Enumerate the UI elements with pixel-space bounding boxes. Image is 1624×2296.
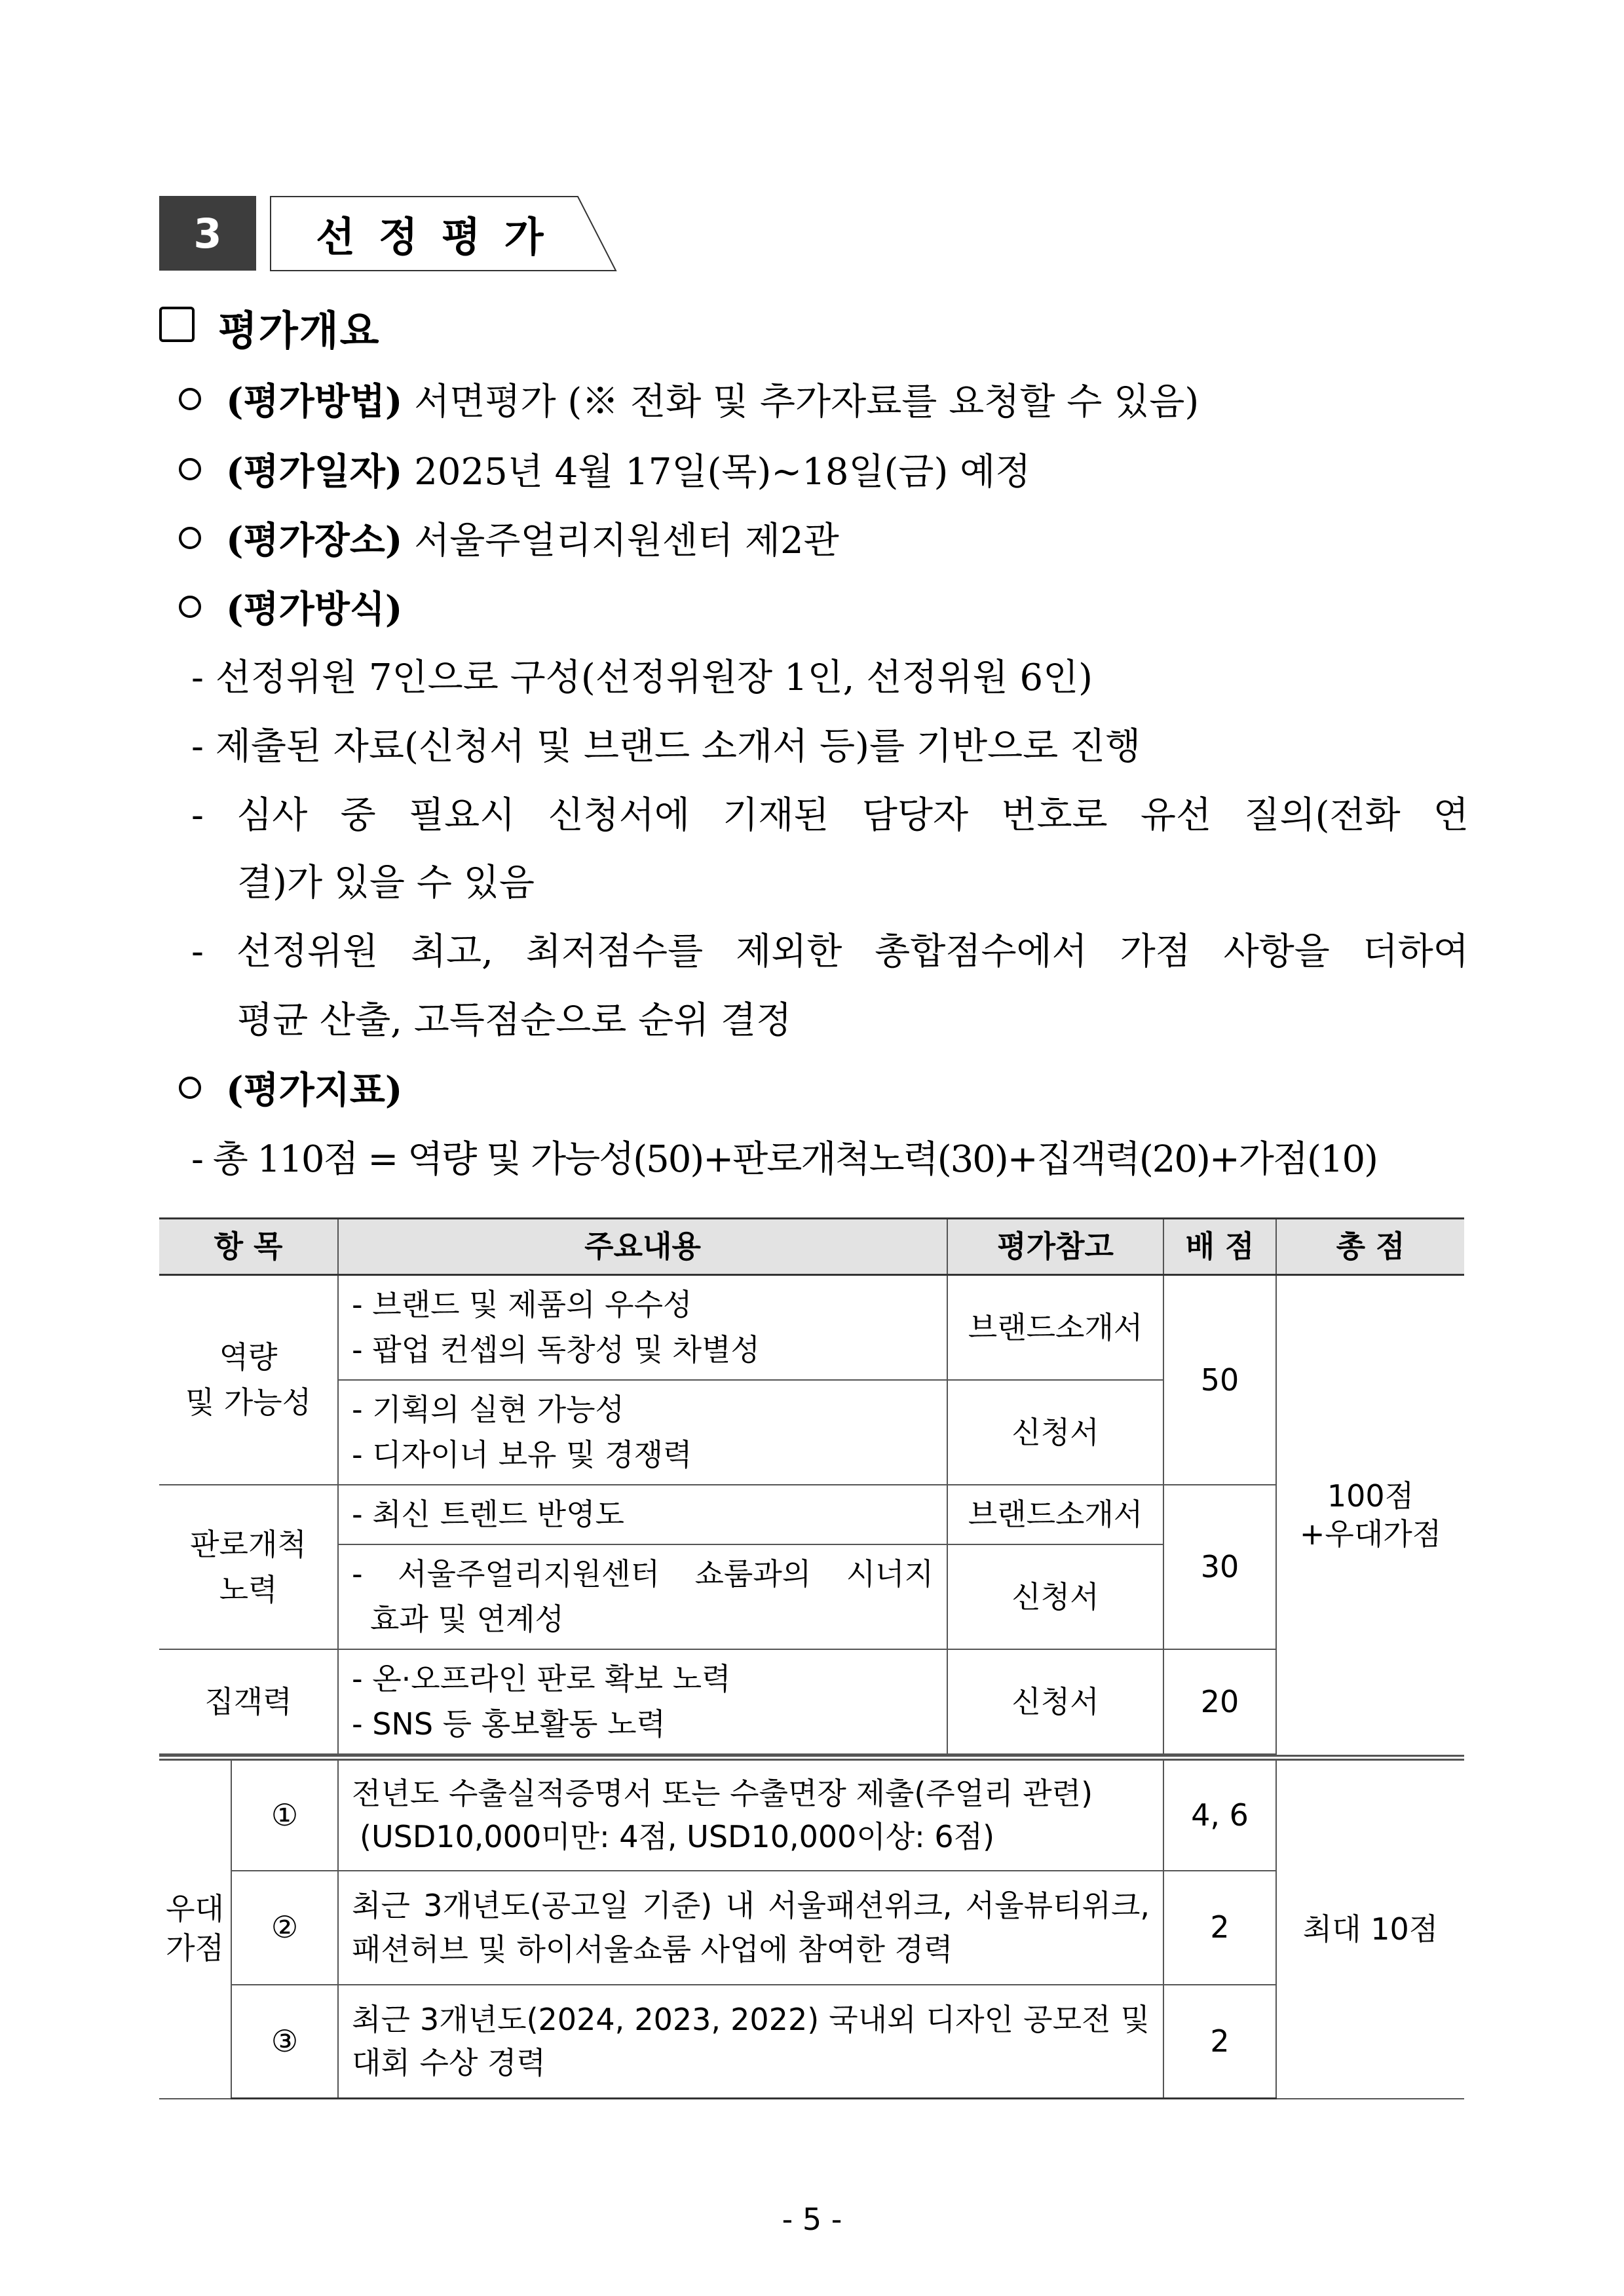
table-row	[159, 1275, 1464, 1381]
date-line: (평가일자) 2025년 4월 17일(목)~18일(금) 예정	[179, 453, 1030, 491]
way-item-3a: - 심사 중 필요시 신청서에 기재된 담당자 번호로 유선 질의(전화 연	[191, 794, 1469, 837]
bonus-score: 2	[1163, 1985, 1276, 2099]
score-cell: 30	[1163, 1485, 1276, 1649]
section-title-box	[270, 196, 617, 271]
score-cell: 20	[1163, 1649, 1276, 1754]
page-number: - 5 -	[782, 2202, 842, 2237]
overview-title: 평가개요	[218, 307, 381, 354]
table-row	[159, 1758, 1464, 1871]
content-cell: - 기획의 실현 가능성 - 디자이너 보유 및 경쟁력	[338, 1380, 947, 1485]
reference-cell: 브랜드소개서	[947, 1275, 1163, 1381]
score-cell: 50	[1163, 1275, 1276, 1485]
index-item-1: - 총 110점 = 역량 및 가능성(50)+판로개척노력(30)+집객력(20)+가점(10)	[191, 1138, 1377, 1181]
total-main-cell: 100점 +우대가점	[1276, 1275, 1464, 1758]
circle-bullet-icon	[179, 458, 201, 480]
section-title: 선정평가	[316, 212, 567, 261]
category-bonus: 우대 가점	[159, 1758, 231, 2099]
table-row	[159, 1485, 1464, 1544]
way-item-4b: 평균 산출, 고득점순으로 순위 결정	[237, 999, 792, 1042]
bonus-score: 2	[1163, 1871, 1276, 1985]
way-item-3b: 결)가 있을 수 있음	[237, 862, 535, 904]
header-content: 주요내용	[338, 1219, 947, 1275]
bonus-number: ③	[231, 1985, 338, 2099]
reference-cell: 브랜드소개서	[947, 1485, 1163, 1544]
circle-bullet-icon	[179, 1077, 201, 1099]
content-cell: - 서울주얼리지원센터 쇼룸과의 시너지 효과 및 연계성	[338, 1544, 947, 1649]
bonus-content-cell: 최근 3개년도(2024, 2023, 2022) 국내외 디자인 공모전 및 대회 수상 경력	[338, 1985, 1163, 2099]
bonus-content-cell: 최근 3개년도(공고일 기준) 내 서울패션위크, 서울뷰티위크, 패션허브 및 하이서울쇼룸 사업에 참여한 경력	[338, 1871, 1163, 1985]
index-line: (평가지표)	[179, 1072, 402, 1109]
way-item-2: - 제출된 자료(신청서 및 브랜드 소개서 등)를 기반으로 진행	[191, 725, 1141, 768]
header-category: 항 목	[159, 1219, 338, 1275]
header-reference: 평가참고	[947, 1219, 1163, 1275]
table-row	[159, 1871, 1464, 1985]
section-number: 3	[159, 196, 256, 271]
content-cell: - 브랜드 및 제품의 우수성 - 팝업 컨셉의 독창성 및 차별성	[338, 1275, 947, 1381]
reference-cell: 신청서	[947, 1544, 1163, 1649]
way-line: (평가방식)	[179, 591, 402, 628]
header-total: 총 점	[1276, 1219, 1464, 1275]
reference-cell: 신청서	[947, 1380, 1163, 1485]
category-market: 판로개척 노력	[159, 1485, 338, 1649]
bonus-content-cell: 전년도 수출실적증명서 또는 수출면장 제출(주얼리 관련) (USD10,000미만: 4점, USD10,000이상: 6점)	[338, 1758, 1163, 1871]
way-item-4a: - 선정위원 최고, 최저점수를 제외한 총합점수에서 가점 사항을 더하여	[191, 930, 1469, 973]
place-line: (평가장소) 서울주얼리지원센터 제2관	[179, 522, 839, 560]
way-item-1: - 선정위원 7인으로 구성(선정위원장 1인, 선정위원 6인)	[191, 657, 1093, 699]
checkbox-icon	[159, 307, 195, 342]
table-row	[159, 1649, 1464, 1754]
method-line: (평가방법) 서면평가 (※ 전화 및 추가자료를 요청할 수 있음)	[179, 383, 1199, 421]
table-header-row	[159, 1219, 1464, 1275]
bonus-number: ②	[231, 1871, 338, 1985]
circle-bullet-icon	[179, 527, 201, 549]
reference-cell: 신청서	[947, 1649, 1163, 1754]
content-cell: - 최신 트렌드 반영도	[338, 1485, 947, 1544]
category-capability: 역량 및 가능성	[159, 1275, 338, 1485]
circle-bullet-icon	[179, 388, 201, 410]
circle-bullet-icon	[179, 596, 201, 618]
bonus-score: 4, 6	[1163, 1758, 1276, 1871]
bonus-number: ①	[231, 1758, 338, 1871]
bonus-total-cell: 최대 10점	[1276, 1758, 1464, 2099]
header-score: 배 점	[1163, 1219, 1276, 1275]
category-attraction: 집객력	[159, 1649, 338, 1754]
table-row	[159, 1985, 1464, 2099]
content-cell: - 온·오프라인 판로 확보 노력 - SNS 등 홍보활동 노력	[338, 1649, 947, 1754]
evaluation-table	[159, 1217, 1464, 2099]
